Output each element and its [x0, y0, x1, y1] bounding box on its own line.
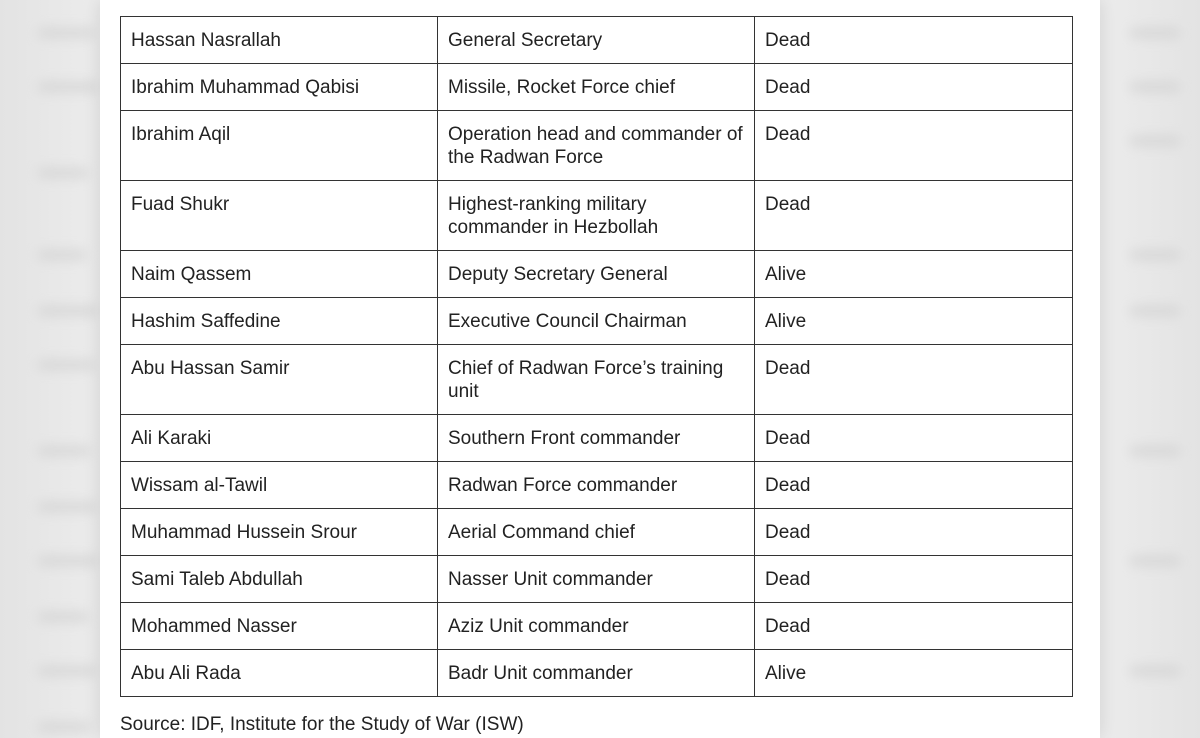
table-row [121, 298, 1073, 345]
status-cell [755, 298, 1073, 345]
role-cell [438, 556, 755, 603]
name-cell [121, 415, 438, 462]
role-cell [438, 298, 755, 345]
leaders-table [120, 16, 1073, 697]
status-cell [755, 181, 1073, 251]
table-row [121, 415, 1073, 462]
role-cell [438, 509, 755, 556]
status-text: Alive [765, 663, 807, 684]
status-cell [755, 650, 1073, 697]
status-text: Dead [765, 616, 811, 637]
status-cell [755, 17, 1073, 64]
name-text: Ali Karaki [131, 428, 212, 449]
status-text: Dead [765, 194, 811, 215]
status-cell [755, 509, 1073, 556]
name-cell [121, 181, 438, 251]
name-text: Abu Hassan Samir [131, 358, 290, 379]
role-text: Highest-ranking military commander in Hezbollah [448, 194, 659, 238]
table-row [121, 556, 1073, 603]
status-cell [755, 345, 1073, 415]
name-cell [121, 298, 438, 345]
name-text: Wissam al-Tawil [131, 475, 268, 496]
role-text: Aerial Command chief [448, 522, 635, 543]
status-text: Dead [765, 428, 811, 449]
status-text: Dead [765, 358, 811, 379]
table-row [121, 603, 1073, 650]
status-text: Dead [765, 475, 811, 496]
role-text: Operation head and commander of the Radwan Force [448, 124, 743, 168]
name-cell [121, 462, 438, 509]
source-caption: Source: IDF, Institute for the Study of War (ISW) [120, 714, 524, 735]
status-text: Dead [765, 30, 811, 51]
role-text: Nasser Unit commander [448, 569, 653, 590]
name-text: Hassan Nasrallah [131, 30, 281, 51]
status-cell [755, 64, 1073, 111]
status-cell [755, 251, 1073, 298]
name-cell [121, 64, 438, 111]
status-cell [755, 556, 1073, 603]
role-text: Chief of Radwan Force’s training unit [448, 358, 724, 402]
status-cell [755, 111, 1073, 181]
status-text: Dead [765, 522, 811, 543]
role-cell [438, 181, 755, 251]
table-row [121, 181, 1073, 251]
name-text: Naim Qassem [131, 264, 252, 285]
role-cell [438, 111, 755, 181]
status-text: Dead [765, 124, 811, 145]
table-row [121, 462, 1073, 509]
role-text: Radwan Force commander [448, 475, 678, 496]
role-cell [438, 64, 755, 111]
table-row [121, 509, 1073, 556]
role-cell [438, 650, 755, 697]
name-text: Hashim Saffedine [131, 311, 281, 332]
table-row [121, 650, 1073, 697]
name-cell [121, 345, 438, 415]
blurred-right-margin [1100, 0, 1200, 738]
name-text: Mohammed Nasser [131, 616, 297, 637]
status-cell [755, 603, 1073, 650]
name-cell [121, 650, 438, 697]
role-text: Missile, Rocket Force chief [448, 77, 676, 98]
name-cell [121, 17, 438, 64]
name-cell [121, 251, 438, 298]
role-cell [438, 603, 755, 650]
role-cell [438, 345, 755, 415]
status-text: Alive [765, 264, 807, 285]
name-cell [121, 509, 438, 556]
table-row [121, 345, 1073, 415]
role-text: Deputy Secretary General [448, 264, 668, 285]
role-cell [438, 251, 755, 298]
role-text: Badr Unit commander [448, 663, 633, 684]
name-text: Ibrahim Aqil [131, 124, 231, 145]
name-cell [121, 556, 438, 603]
name-text: Fuad Shukr [131, 194, 230, 215]
name-cell [121, 603, 438, 650]
status-text: Dead [765, 569, 811, 590]
role-text: Aziz Unit commander [448, 616, 629, 637]
role-text: Southern Front commander [448, 428, 681, 449]
table-row [121, 64, 1073, 111]
name-text: Ibrahim Muhammad Qabisi [131, 77, 360, 98]
status-cell [755, 462, 1073, 509]
table-row [121, 251, 1073, 298]
role-cell [438, 415, 755, 462]
status-text: Dead [765, 77, 811, 98]
status-cell [755, 415, 1073, 462]
table-row [121, 17, 1073, 64]
blurred-left-margin [0, 0, 100, 738]
name-text: Sami Taleb Abdullah [131, 569, 303, 590]
document-sheet [100, 0, 1100, 738]
name-text: Muhammad Hussein Srour [131, 522, 357, 543]
status-text: Alive [765, 311, 807, 332]
role-cell [438, 462, 755, 509]
table-row [121, 111, 1073, 181]
name-cell [121, 111, 438, 181]
role-text: General Secretary [448, 30, 603, 51]
name-text: Abu Ali Rada [131, 663, 241, 684]
role-cell [438, 17, 755, 64]
role-text: Executive Council Chairman [448, 311, 687, 332]
